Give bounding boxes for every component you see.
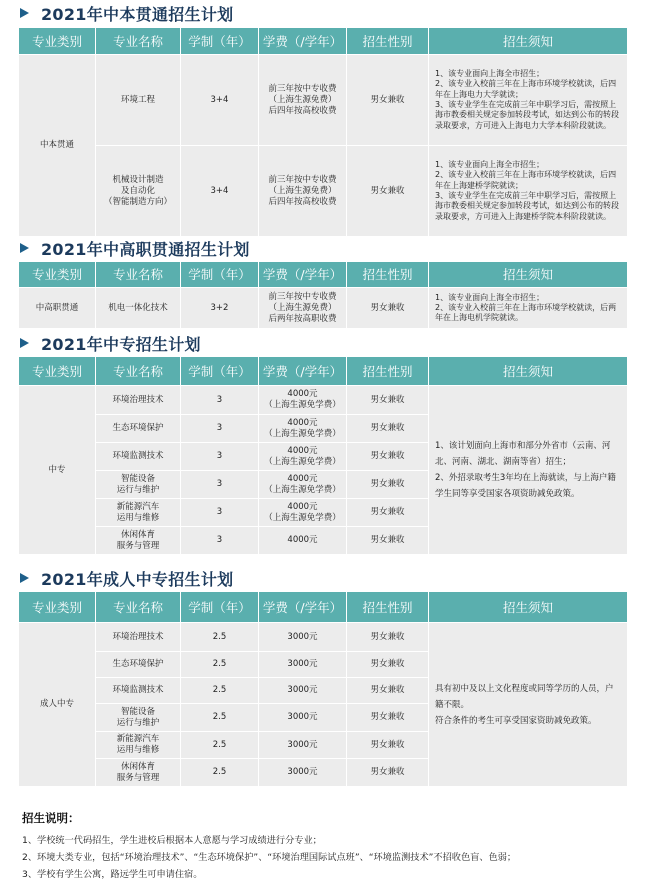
table-row xyxy=(19,386,628,415)
fee-cell: 前三年按中专收费 （上海生源免费） 后四年按高校收费 xyxy=(259,55,347,146)
header-gender: 招生性别 xyxy=(347,262,429,288)
notes-cell: 1、该计划面向上海市和部分外省市（云南、河北、河南、湖北、湖南等省）招生； 2、外招录取考生3年均在上海就读，与上海户籍学生同等享受国家各项资助减免政策。 xyxy=(429,386,628,555)
gender-cell: 男女兼收 xyxy=(347,415,429,443)
years-cell: 2.5 xyxy=(181,759,259,787)
fee-cell: 3000元 xyxy=(259,652,347,678)
major-cell: 生态环境保护 xyxy=(96,415,181,443)
remarks-item: 3、学校有学生公寓，路远学生可申请住宿。 xyxy=(22,869,203,880)
header-fee: 学费（/学年） xyxy=(259,357,347,386)
header-notes: 招生须知 xyxy=(429,357,628,386)
fee-cell: 4000元 （上海生源免学费） xyxy=(259,386,347,415)
gender-cell: 男女兼收 xyxy=(347,146,429,237)
triangle-bullet-icon xyxy=(20,8,29,18)
category-cell: 中本贯通 xyxy=(19,55,96,237)
table-zhongzhuan xyxy=(18,356,628,555)
table-header-row xyxy=(19,28,628,55)
header-years: 学制（年） xyxy=(181,262,259,288)
major-cell: 新能源汽车 运用与维修 xyxy=(96,499,181,527)
remarks-item: 2、环境大类专业，包括“环境治理技术”、“生态环境保护”、“环境治理国际试点班”、“环境监测技术”不招收色盲、色弱； xyxy=(22,852,517,863)
table-row xyxy=(19,288,628,329)
major-cell: 智能设备 运行与维护 xyxy=(96,471,181,499)
years-cell: 3 xyxy=(181,527,259,555)
header-fee: 学费（/学年） xyxy=(259,262,347,288)
gender-cell: 男女兼收 xyxy=(347,443,429,471)
major-cell: 机电一体化技术 xyxy=(96,288,181,329)
gender-cell: 男女兼收 xyxy=(347,55,429,146)
gender-cell: 男女兼收 xyxy=(347,386,429,415)
major-cell: 环境工程 xyxy=(96,55,181,146)
section-title-text: 2021年中本贯通招生计划 xyxy=(41,4,234,24)
years-cell: 3 xyxy=(181,415,259,443)
header-gender: 招生性别 xyxy=(347,28,429,55)
years-cell: 2.5 xyxy=(181,732,259,759)
fee-cell: 4000元 （上海生源免学费） xyxy=(259,415,347,443)
section-title-zhongzhuan xyxy=(20,332,201,354)
notes-cell: 1、该专业面向上海全市招生； 2、该专业入校前三年在上海市环境学校就读，后四年在上海电力大学就读； 3、该专业学生在完成前三年中职学习后，需按照上海市教委相关规定参加转段考试，如达到公布的转段录取要求，方可进入上海电力大学本科阶段就读。 xyxy=(429,55,628,146)
table-zhonggao xyxy=(18,261,628,329)
major-cell: 环境治理技术 xyxy=(96,386,181,415)
years-cell: 3 xyxy=(181,471,259,499)
fee-cell: 4000元 （上海生源免学费） xyxy=(259,471,347,499)
fee-cell: 4000元 （上海生源免学费） xyxy=(259,499,347,527)
fee-cell: 3000元 xyxy=(259,759,347,787)
table-row xyxy=(19,55,628,146)
header-years: 学制（年） xyxy=(181,28,259,55)
triangle-bullet-icon xyxy=(20,338,29,348)
major-cell: 智能设备 运行与维护 xyxy=(96,704,181,732)
header-notes: 招生须知 xyxy=(429,28,628,55)
fee-cell: 4000元 （上海生源免学费） xyxy=(259,443,347,471)
major-cell: 新能源汽车 运用与维修 xyxy=(96,732,181,759)
major-cell: 休闲体育 服务与管理 xyxy=(96,527,181,555)
years-cell: 2.5 xyxy=(181,678,259,704)
fee-cell: 前三年按中专收费 （上海生源免费） 后两年按高职收费 xyxy=(259,288,347,329)
table-header-row xyxy=(19,592,628,623)
header-fee: 学费（/学年） xyxy=(259,28,347,55)
header-major: 专业名称 xyxy=(96,262,181,288)
header-gender: 招生性别 xyxy=(347,357,429,386)
fee-cell: 3000元 xyxy=(259,732,347,759)
gender-cell: 男女兼收 xyxy=(347,652,429,678)
notes-cell: 具有初中及以上文化程度或同等学历的人员，户籍不限。 符合条件的考生可享受国家资助减免政策。 xyxy=(429,623,628,787)
section-title-chengren xyxy=(20,567,233,589)
years-cell: 3+4 xyxy=(181,146,259,237)
fee-cell: 3000元 xyxy=(259,704,347,732)
years-cell: 2.5 xyxy=(181,652,259,678)
years-cell: 3+4 xyxy=(181,55,259,146)
header-fee: 学费（/学年） xyxy=(259,592,347,623)
gender-cell: 男女兼收 xyxy=(347,527,429,555)
header-major: 专业名称 xyxy=(96,592,181,623)
years-cell: 2.5 xyxy=(181,623,259,652)
header-gender: 招生性别 xyxy=(347,592,429,623)
notes-cell: 1、该专业面向上海全市招生； 2、该专业入校前三年在上海市环境学校就读，后两年在上海电机学院就读。 xyxy=(429,288,628,329)
table-chengren xyxy=(18,591,628,787)
gender-cell: 男女兼收 xyxy=(347,678,429,704)
header-major: 专业名称 xyxy=(96,28,181,55)
header-years: 学制（年） xyxy=(181,592,259,623)
section-title-zhonggao xyxy=(20,237,250,259)
fee-cell: 4000元 xyxy=(259,527,347,555)
header-category: 专业类别 xyxy=(19,28,96,55)
years-cell: 3+2 xyxy=(181,288,259,329)
gender-cell: 男女兼收 xyxy=(347,759,429,787)
triangle-bullet-icon xyxy=(20,573,29,583)
category-cell: 中高职贯通 xyxy=(19,288,96,329)
section-title-text: 2021年中高职贯通招生计划 xyxy=(41,239,250,259)
major-cell: 机械设计制造 及自动化 （智能制造方向） xyxy=(96,146,181,237)
category-cell: 成人中专 xyxy=(19,623,96,787)
years-cell: 2.5 xyxy=(181,704,259,732)
table-zhongben xyxy=(18,27,628,237)
header-notes: 招生须知 xyxy=(429,592,628,623)
gender-cell: 男女兼收 xyxy=(347,704,429,732)
fee-cell: 3000元 xyxy=(259,623,347,652)
table-header-row xyxy=(19,357,628,386)
notes-cell: 1、该专业面向上海全市招生； 2、该专业入校前三年在上海市环境学校就读，后四年在上海建桥学院就读； 3、该专业学生在完成前三年中职学习后，需按照上海市教委相关规定参加转段考试，如达到公布的转段录取要求，方可进入上海建桥学院本科阶段就读。 xyxy=(429,146,628,237)
category-cell: 中专 xyxy=(19,386,96,555)
years-cell: 3 xyxy=(181,443,259,471)
fee-cell: 3000元 xyxy=(259,678,347,704)
gender-cell: 男女兼收 xyxy=(347,471,429,499)
major-cell: 生态环境保护 xyxy=(96,652,181,678)
table-row xyxy=(19,146,628,237)
years-cell: 3 xyxy=(181,386,259,415)
header-notes: 招生须知 xyxy=(429,262,628,288)
enrollment-remarks xyxy=(22,810,637,883)
major-cell: 环境监测技术 xyxy=(96,443,181,471)
gender-cell: 男女兼收 xyxy=(347,732,429,759)
gender-cell: 男女兼收 xyxy=(347,499,429,527)
header-major: 专业名称 xyxy=(96,357,181,386)
major-cell: 环境监测技术 xyxy=(96,678,181,704)
major-cell: 休闲体育 服务与管理 xyxy=(96,759,181,787)
gender-cell: 男女兼收 xyxy=(347,623,429,652)
major-cell: 环境治理技术 xyxy=(96,623,181,652)
section-title-text: 2021年中专招生计划 xyxy=(41,334,201,354)
triangle-bullet-icon xyxy=(20,243,29,253)
remarks-title: 招生说明： xyxy=(22,811,80,825)
fee-cell: 前三年按中专收费 （上海生源免费） 后四年按高校收费 xyxy=(259,146,347,237)
header-category: 专业类别 xyxy=(19,262,96,288)
header-category: 专业类别 xyxy=(19,357,96,386)
header-category: 专业类别 xyxy=(19,592,96,623)
gender-cell: 男女兼收 xyxy=(347,288,429,329)
section-title-text: 2021年成人中专招生计划 xyxy=(41,569,234,589)
table-row xyxy=(19,623,628,652)
header-years: 学制（年） xyxy=(181,357,259,386)
remarks-item: 1、学校统一代码招生，学生进校后根据本人意愿与学习成绩进行分专业； xyxy=(22,835,322,846)
years-cell: 3 xyxy=(181,499,259,527)
table-header-row xyxy=(19,262,628,288)
section-title-zhongben xyxy=(20,2,233,24)
